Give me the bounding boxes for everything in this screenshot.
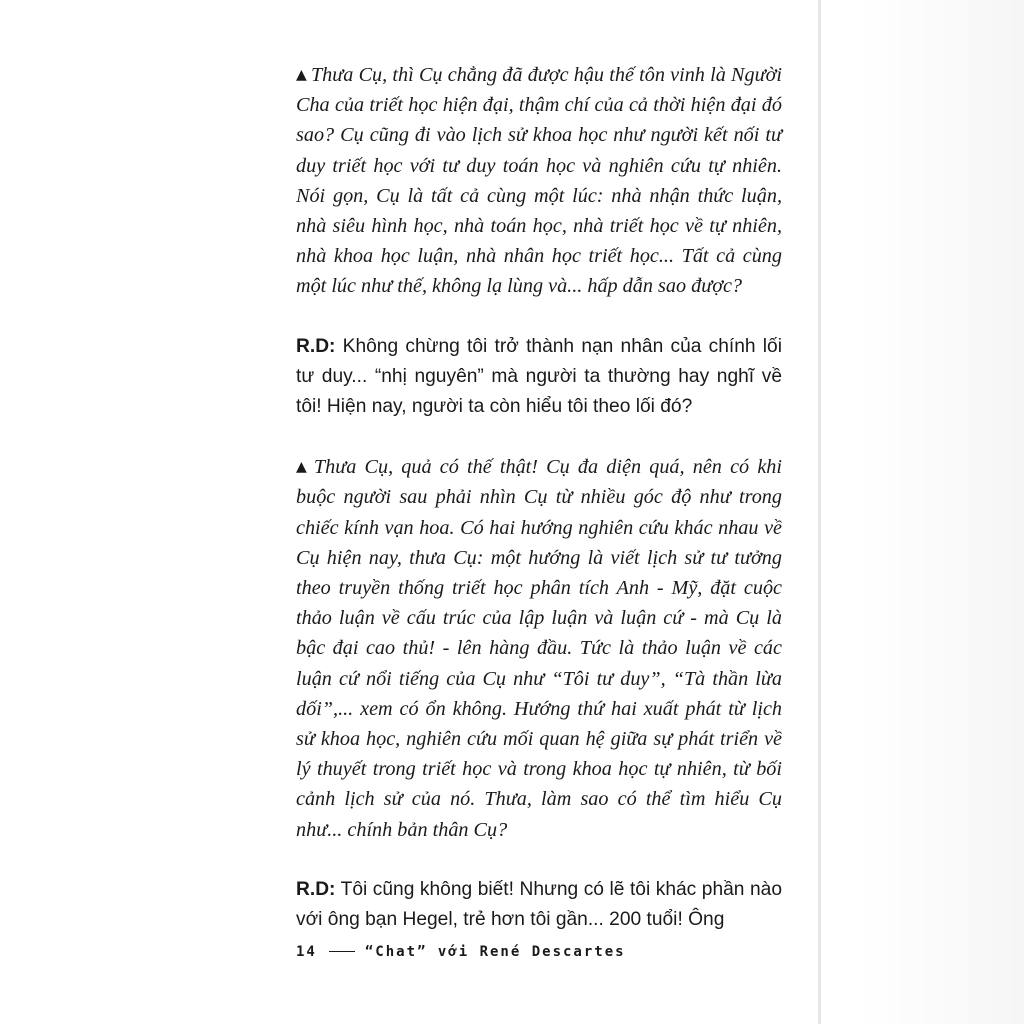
- answer-paragraph-2: [296, 875, 782, 935]
- page-gutter-shadow: [814, 0, 1024, 1024]
- page-number: 14: [296, 944, 317, 960]
- question-text: Thưa Cụ, thì Cụ chẳng đã được hậu thế tôn vinh là Người Cha của triết học hiện đại, thậm chí của cả thời hiện đại đó sao? Cụ cũng đi vào lịch sử khoa học như người kết nối tư duy triết học với tư duy toán học và nghiên cứu tự nhiên. Nói gọn, Cụ là tất cả cùng một lúc: nhà nhận thức luận, nhà siêu hình học, nhà toán học, nhà triết học về tự nhiên, nhà khoa học luận, nhà nhân học triết học... Tất cả cùng một lúc như thế, không lạ lùng và... hấp dẫn sao được?: [296, 64, 782, 298]
- running-title: “Chat” với René Descartes: [364, 944, 626, 960]
- footer-dash: [329, 951, 355, 952]
- answer-paragraph-1: [296, 332, 782, 423]
- speaker-label: R.D:: [296, 878, 336, 900]
- triangle-marker-icon: ▲: [296, 67, 307, 83]
- speaker-label: R.D:: [296, 335, 336, 357]
- answer-text: Không chừng tôi trở thành nạn nhân của chính lối tư duy... “nhị nguyên” mà người ta thường hay nghĩ về tôi! Hiện nay, người ta còn hiểu tôi theo lối đó?: [296, 335, 782, 418]
- question-paragraph-2: [296, 452, 782, 845]
- page-edge: [818, 0, 821, 1024]
- question-text: Thưa Cụ, quả có thế thật! Cụ đa diện quá, nên có khi buộc người sau phải nhìn Cụ từ nhiều góc độ như trong chiếc kính vạn hoa. Có hai hướng nghiên cứu khác nhau về Cụ hiện nay, thưa Cụ: một hướng là viết lịch sử tư tưởng theo truyền thống triết học phân tích Anh - Mỹ, đặt cuộc thảo luận về cấu trúc của lập luận và luận cứ - mà Cụ là bậc đại cao thủ! - lên hàng đầu. Tức là thảo luận về các luận cứ nổi tiếng của Cụ như “Tôi tư duy”, “Tà thần lừa dối”,... xem có ổn không. Hướng thứ hai xuất phát từ lịch sử khoa học, nghiên cứu mối quan hệ giữa sự phát triển về lý thuyết trong triết học và trong khoa học tự nhiên, từ bối cảnh lịch sử của nó. Thưa, làm sao có thể tìm hiểu Cụ như... chính bản thân Cụ?: [296, 456, 782, 841]
- page-footer: [296, 944, 626, 960]
- page-body: [296, 60, 782, 965]
- answer-text: Tôi cũng không biết! Nhưng có lẽ tôi khác phần nào với ông bạn Hegel, trẻ hơn tôi gần... 200 tuổi! Ông: [296, 878, 782, 931]
- triangle-marker-icon: ▲: [296, 459, 310, 476]
- question-paragraph-1: [296, 60, 782, 302]
